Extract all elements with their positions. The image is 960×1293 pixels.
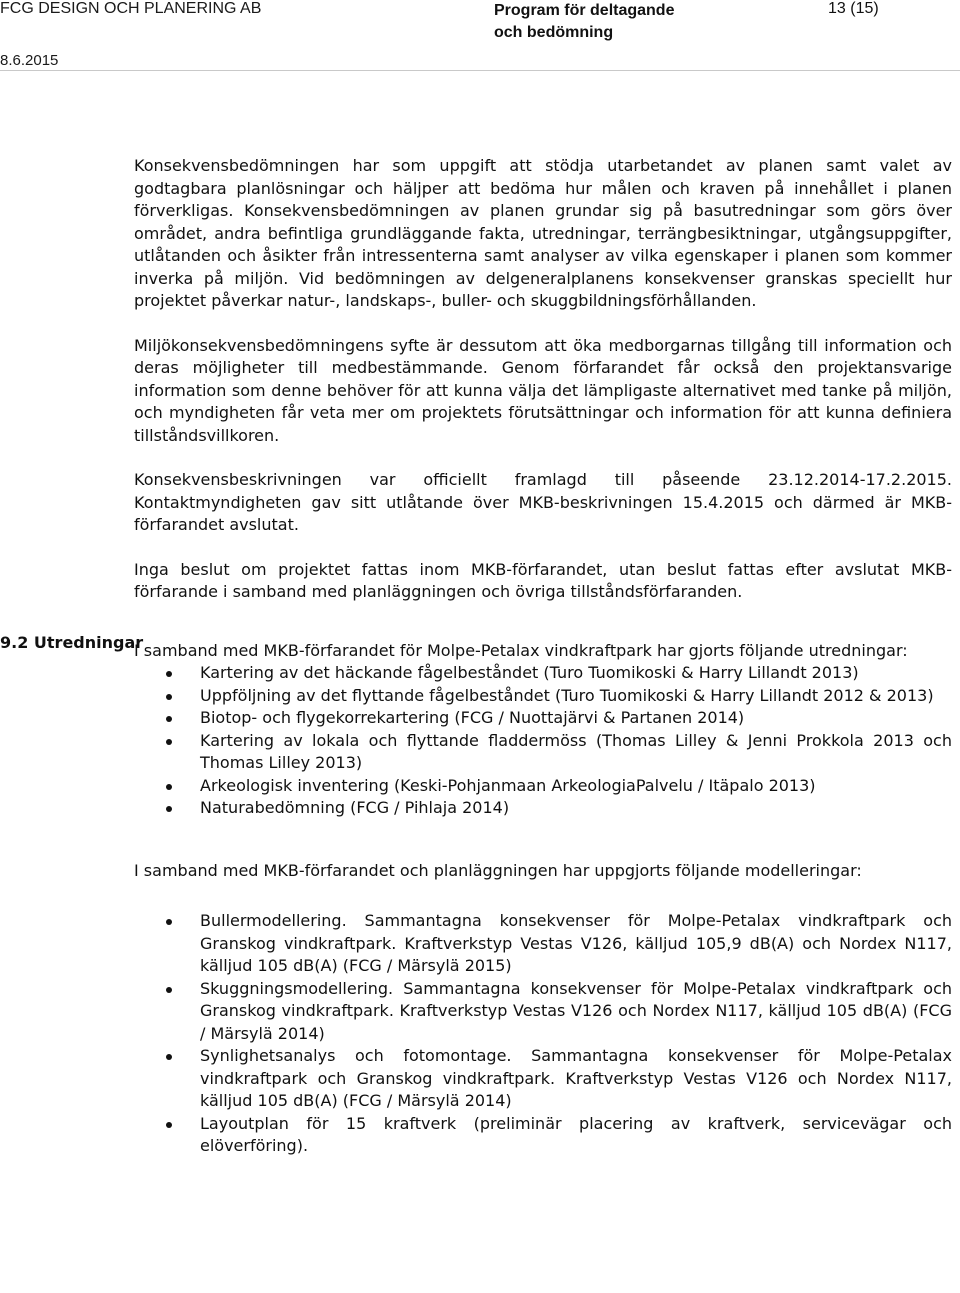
bullet-icon (166, 694, 172, 700)
bullet-icon (166, 806, 172, 812)
bullet-icon (166, 739, 172, 745)
section-heading: 9.2 Utredningar (0, 633, 144, 652)
bullet-icon (166, 716, 172, 722)
document-title-line-1: Program för deltagande (494, 2, 675, 19)
list-item-text: Naturabedömning (FCG / Pihlaja 2014) (200, 798, 510, 817)
list-item-text: Skuggningsmodellering. Sammantagna konsekvenser för Molpe-Petalax vindkraftpark och Granskog vindkraftpark. Kraftverkstyp Vestas V126 och Nordex N117, källjud 105 dB(A) (FCG / Märsylä 2014) (200, 978, 952, 1043)
paragraph-4: Inga beslut om projektet fattas inom MKB-förfarandet, utan beslut fattas efter avslutat MKB-förfarande i samband med planläggningen och övriga tillståndsförfaranden. (134, 559, 952, 601)
paragraph-1: Konsekvensbedömningen har som uppgift att stödja utarbetandet av planen samt valet av godtagbara planlösningar och häljper att bedöma hur målen och kraven på innehållet i planen förverkligas. Konsekvensbedömningen av planen grundar sig på basutredningar som görs över området, andra befintliga grundläggande fakta, utredningar, terrängbesiktningar, utgångsuppgifter, utlåtanden och åsikter från intressenterna samt analyser av vilka egenskaper i planen som kommer inverka på miljön. Vid bedömningen av delgeneralplanens konsekvenser granskas speciellt hur projektet påverkar natur-, landskaps-, buller- och skuggbildningsförhållanden. (134, 156, 952, 310)
paragraph-2: Miljökonsekvensbedömningens syfte är dessutom att öka medborgarnas tillgång till information och deras möjligheter till medbestämmande. Genom förfarandet får också den projektansvarige information som denne behöver för att kunna välja det lämpligaste alternativet med tanke på miljön, och myndigheten får veta mer om projektets förutsättningar och information för att kunna definiera tillståndsvillkoren. (134, 335, 952, 445)
header-divider (0, 70, 960, 71)
list-item-text: Biotop- och flygekorrekartering (FCG / Nuottajärvi & Partanen 2014) (200, 708, 745, 727)
bullet-icon (166, 1054, 172, 1060)
utredningar-list (134, 662, 952, 820)
modelleringar-list (134, 910, 952, 1158)
list-item (134, 685, 952, 708)
list-item (134, 662, 952, 685)
bullet-icon (166, 671, 172, 677)
list-item (134, 707, 952, 730)
page-number: 13 (15) (828, 0, 879, 17)
document-date: 8.6.2015 (0, 52, 59, 69)
document-title (494, 0, 724, 44)
list-item-text: Synlighetsanalys och fotomontage. Sammantagna konsekvenser för Molpe-Petalax vindkraftpark och Granskog vindkraftpark. Kraftverkstyp Vestas V126 och Nordex N117, källjud 105 dB(A) (FCG / Märsylä 2014) (200, 1046, 952, 1110)
bullet-icon (166, 784, 172, 790)
list-item (134, 910, 952, 978)
company-name: FCG DESIGN OCH PLANERING AB (0, 0, 262, 17)
list-item-text: Bullermodellering. Sammantagna konsekvenser för Molpe-Petalax vindkraftpark och Granskog vindkraftpark. Kraftverkstyp Vestas V126, källjud 105,9 dB(A) och Nordex N117, källjud 105 dB(A) (FCG / Märsylä 2015) (200, 911, 952, 975)
list-item (134, 978, 952, 1046)
paragraph-5: I samband med MKB-förfarandet för Molpe-Petalax vindkraftpark har gjorts följande utredningar: (134, 640, 908, 660)
list-item-text: Kartering av lokala och flyttande fladdermöss (Thomas Lilley & Jenni Prokkola 2013 och Thomas Lilley 2013) (200, 730, 952, 772)
list-item (134, 1113, 952, 1158)
list-item (134, 797, 952, 820)
document-title-line-2: och bedömning (494, 24, 614, 41)
list-item-text: Arkeologisk inventering (Keski-Pohjanmaan ArkeologiaPalvelu / Itäpalo 2013) (200, 775, 816, 795)
body-text (134, 155, 952, 1158)
list-item (134, 1045, 952, 1113)
list-item-text: Kartering av det häckande fågelbeståndet (Turo Tuomikoski & Harry Lillandt 2013) (200, 663, 859, 682)
bullet-icon (166, 987, 172, 993)
list-item (134, 775, 952, 798)
paragraph-6: I samband med MKB-förfarandet och planläggningen har uppgjorts följande modelleringar: (134, 860, 862, 880)
list-item-text: Layoutplan för 15 kraftverk (preliminär placering av kraftverk, servicevägar och elöverföring). (200, 1113, 952, 1155)
list-item (134, 730, 952, 775)
list-item-text: Uppföljning av det flyttande fågelbeståndet (Turo Tuomikoski & Harry Lillandt 2012 & 2013) (200, 685, 934, 705)
bullet-icon (166, 919, 172, 925)
bullet-icon (166, 1122, 172, 1128)
page-header (0, 0, 960, 70)
paragraph-3: Konsekvensbeskrivningen var officiellt framlagd till påseende 23.12.2014-17.2.2015. Kontaktmyndigheten gav sitt utlåtande över MKB-beskrivningen 15.4.2015 och därmed är MKB-förfarandet avslutat. (134, 470, 952, 534)
